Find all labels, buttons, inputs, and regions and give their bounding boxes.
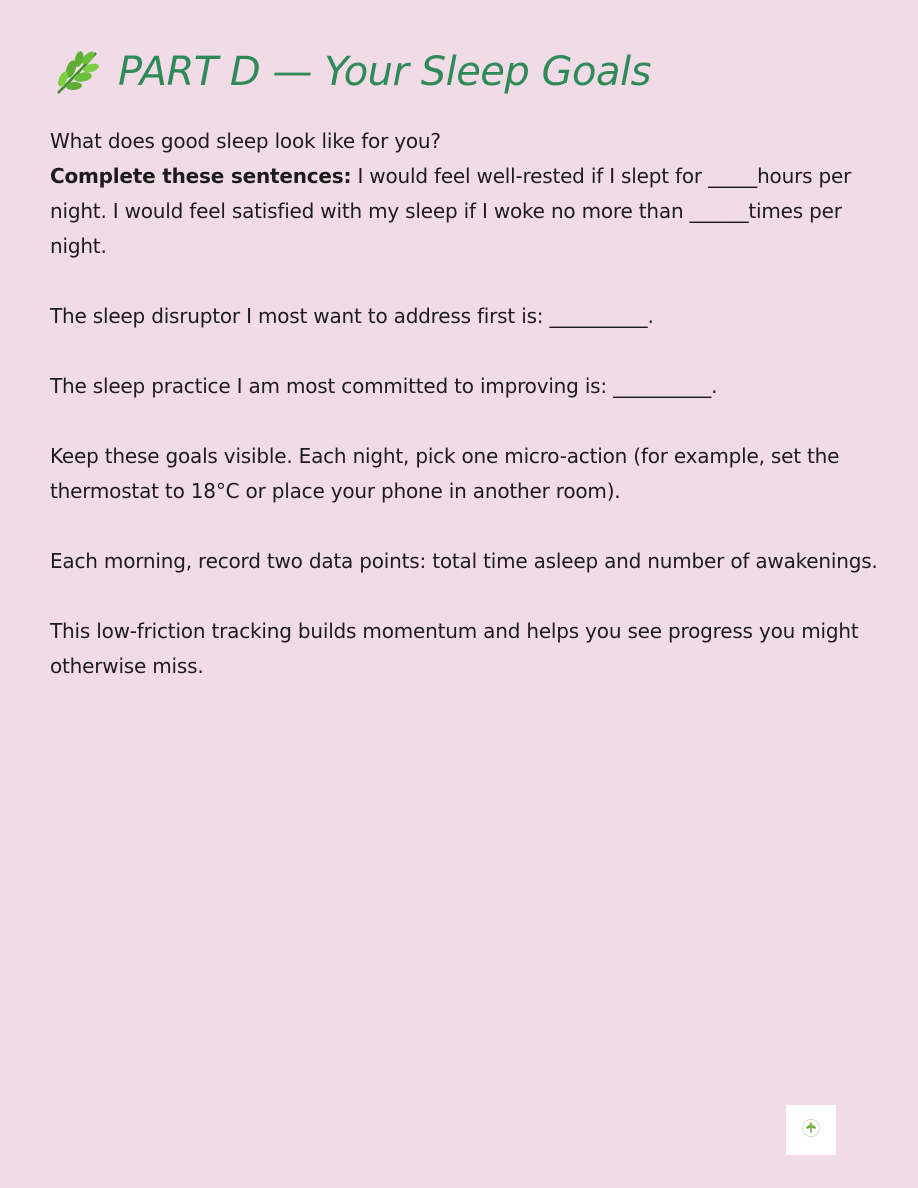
tracking-note-paragraph: This low-friction tracking builds momentum and helps you see progress you might otherwise miss. <box>50 619 859 678</box>
herb-leaf-icon <box>50 45 104 99</box>
complete-sentences-paragraph <box>50 159 880 264</box>
footer-logo <box>786 1105 836 1155</box>
title-row <box>50 40 880 104</box>
goals-visible-paragraph: Keep these goals visible. Each night, pick one micro-action (for example, set the thermostat to 18°C or place your phone in another room). <box>50 444 840 503</box>
leaf-logo-icon <box>801 1118 821 1142</box>
intro-question: What does good sleep look like for you? <box>50 129 441 153</box>
complete-sentences-text: I would feel well-rested if I slept for _____hours per night. I would feel satisfied with my sleep if I woke no more than ______times per night. <box>50 164 852 258</box>
page-title: PART D — Your Sleep Goals <box>118 49 651 95</box>
disruptor-line: The sleep disruptor I most want to address first is: __________. <box>50 304 654 328</box>
complete-sentences-label: Complete these sentences: <box>50 164 352 188</box>
morning-record-paragraph: Each morning, record two data points: total time asleep and number of awakenings. <box>50 549 878 573</box>
practice-line: The sleep practice I am most committed to improving is: __________. <box>50 374 718 398</box>
page-content <box>50 40 880 684</box>
